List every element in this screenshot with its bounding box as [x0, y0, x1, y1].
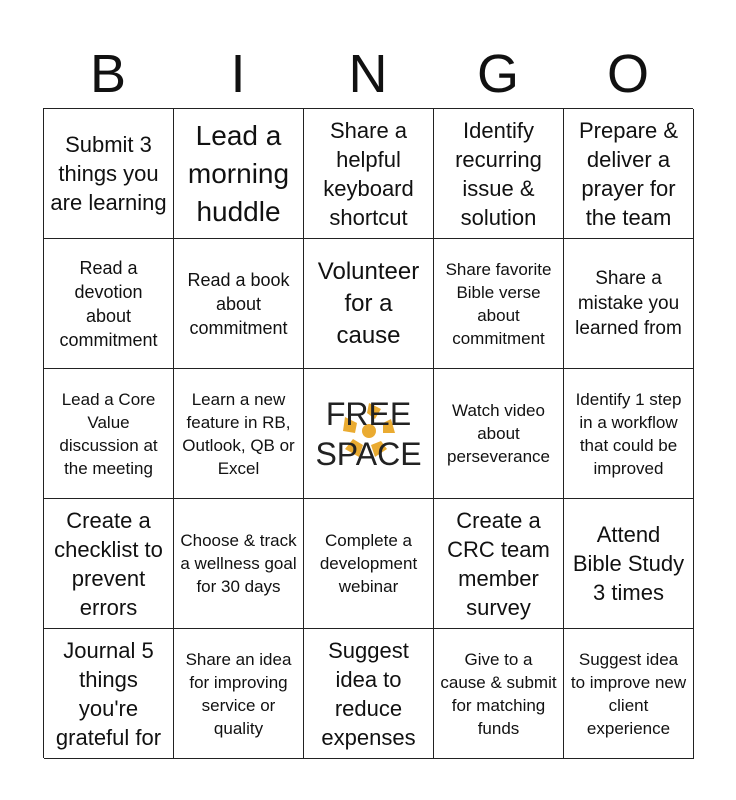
bingo-cell[interactable] — [174, 109, 304, 239]
cell-text: Create a checklist to prevent errors — [54, 507, 163, 620]
cell-text: Volunteer for a cause — [317, 257, 420, 349]
cell-text: Watch video about perseverance — [446, 401, 550, 466]
bingo-cell[interactable] — [434, 499, 564, 629]
cell-text: Read a book about commitment — [187, 269, 290, 338]
bingo-cell[interactable] — [44, 369, 174, 499]
free-space-cell[interactable] — [304, 369, 434, 499]
bingo-cell[interactable] — [564, 499, 694, 629]
bingo-cell[interactable] — [304, 239, 434, 369]
bingo-grid — [43, 108, 693, 758]
cell-text: Attend Bible Study 3 times — [572, 522, 685, 605]
bingo-cell[interactable] — [564, 629, 694, 759]
cell-text: Share favorite Bible verse about commitment — [445, 259, 552, 348]
bingo-cell[interactable] — [44, 629, 174, 759]
cell-text: Share a helpful keyboard shortcut — [323, 117, 414, 230]
header-letter-g: G — [476, 44, 519, 104]
cell-text: Read a devotion about commitment — [59, 257, 158, 350]
header-letter-o: O — [606, 44, 649, 104]
cell-text: Suggest idea to reduce expenses — [321, 637, 416, 750]
cell-text: Journal 5 things you're grateful for — [55, 637, 162, 750]
bingo-cell[interactable] — [44, 499, 174, 629]
bingo-cell[interactable] — [564, 239, 694, 369]
cell-text: Lead a Core Value discussion at the meeting — [59, 389, 158, 478]
cell-text: Give to a cause & submit for matching funds — [440, 649, 557, 738]
bingo-cell[interactable] — [564, 369, 694, 499]
bingo-cell[interactable] — [434, 109, 564, 239]
bingo-cell[interactable] — [174, 239, 304, 369]
header-letter-b: B — [89, 44, 127, 104]
bingo-cell[interactable] — [564, 109, 694, 239]
bingo-cell[interactable] — [434, 239, 564, 369]
free-space-label: FREE SPACE — [315, 395, 422, 472]
bingo-cell[interactable] — [434, 629, 564, 759]
cell-text: Create a CRC team member survey — [447, 507, 550, 620]
bingo-cell[interactable] — [44, 239, 174, 369]
bingo-header — [43, 40, 693, 108]
cell-text: Complete a development webinar — [319, 531, 418, 596]
bingo-cell[interactable] — [304, 109, 434, 239]
bingo-cell[interactable] — [174, 369, 304, 499]
bingo-cell[interactable] — [44, 109, 174, 239]
bingo-cell[interactable] — [174, 629, 304, 759]
header-letter-n: N — [348, 44, 388, 104]
cell-text: Identify recurring issue & solution — [455, 117, 542, 230]
cell-text: Share an idea for improving service or quality — [185, 649, 292, 738]
cell-text: Lead a morning huddle — [187, 119, 290, 227]
cell-text: Suggest idea to improve new client experience — [570, 649, 687, 738]
cell-text: Share a mistake you learned from — [575, 268, 682, 339]
bingo-cell[interactable] — [434, 369, 564, 499]
header-letter-i: I — [230, 44, 246, 104]
bingo-cell[interactable] — [304, 629, 434, 759]
cell-text: Choose & track a wellness goal for 30 days — [180, 531, 297, 596]
cell-text: Submit 3 things you are learning — [50, 132, 167, 215]
cell-text: Identify 1 step in a workflow that could be improved — [575, 389, 682, 478]
cell-text: Learn a new feature in RB, Outlook, QB or Excel — [182, 389, 295, 478]
bingo-cell[interactable] — [304, 499, 434, 629]
cell-text: Prepare & deliver a prayer for the team — [578, 117, 679, 230]
bingo-cell[interactable] — [174, 499, 304, 629]
